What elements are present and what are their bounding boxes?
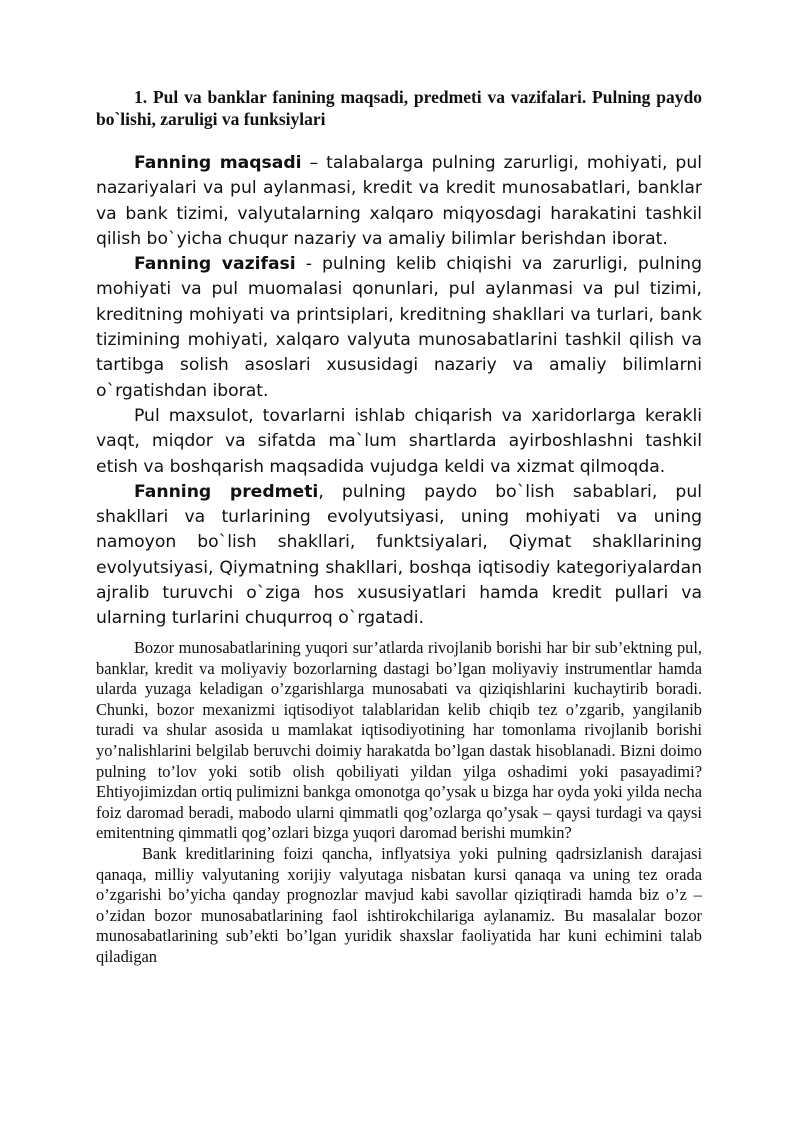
paragraph-goal-text: – talabalarga pulning zarurligi, mohiyati, pul nazariyalari va pul aylanmasi, kredit va kredit munosabatlari, banklar va bank tizimi, valyutalarning xalqaro miqyosdagi harakatini tashkil qilish bo`yicha chuqur nazariy va amaliy bilimlar berishdan iborat. <box>96 153 702 249</box>
paragraph-money-origin: Pul maxsulot, tovarlarni ishlab chiqarish va xaridorlarga kerakli vaqt, miqdor va sifatda ma`lum shartlarda ayirboshlashni tashkil etish va boshqarish maqsadida vujudga keldi va xizmat qilmoqda. <box>96 405 702 477</box>
section-heading: 1. Pul va banklar fanining maqsadi, predmeti va vazifalari. Pulning paydo bo`lishi, zaruligi va funksiylari <box>96 87 702 129</box>
term-goal: Fanning maqsadi <box>134 153 302 173</box>
paragraph-subject-text: , pulning paydo bo`lish sabablari, pul shakllari va turlarining evolyutsiyasi, uning mohiyati va uning namoyon bo`lish shakllari, funktsiyalari, Qiymat shakllarining evolyutsiyasi, Qiymatning shakllari, boshqa iqtisodiy kategoriyalardan ajralib turuvchi o`ziga hos xususiyatlari hamda kredit pullari va ularning turlarini chuqurroq o`rgatadi. <box>96 481 702 629</box>
paragraph-bank-credits: Bank kreditlarining foizi qancha, inflyatsiya yoki pulning qadrsizlanish darajasi qanaqa, milliy valyutaning xorijiy valyutaga nisbatan kursi qanaqa va uning tez orada o’zgarishi bo’yicha qanday prognozlar mavjud kabi savollar qiziqtiradi hamda biz o’z – o’zidan bozor munosabatlarining faol ishtirokchilariga aylanamiz. Bu masalalar bozor munosabatlarining sub’ekti bo’lgan yuridik shaxslar faoliyatida har kuni echimini talab qiladigan <box>96 843 702 966</box>
term-subject: Fanning predmeti <box>134 481 319 502</box>
paragraph-tasks <box>96 252 702 404</box>
serif-text-block <box>96 638 702 968</box>
paragraph-subject <box>96 480 702 632</box>
paragraph-market-relations: Bozor munosabatlarining yuqori sur’atlarda rivojlanib borishi har bir sub’ektning pul, banklar, kredit va moliyaviy bozorlarning dastagi bo’lgan moliyaviy instrumentlar hamda ularda yuzaga keladigan o’zgarishlarga munosabati va qiziqishlarini kuchaytirib boradi. Chunki, bozor mexanizmi iqtisodiyot talablaridan kelib chiqib tez o’zgarib, yangilanib turadi va shular asosida u mamlakat iqtisodiyotining har tomonlama rivojlanib borishi yo’nalishlarini belgilab beruvchi doimiy harakatda bo’lgan dastak hisoblanadi. Bizni doimo pulning to’lov yoki sotib olish qobiliyati yildan yilga oshadimi yoki pasayadimi? Ehtiyojimizdan ortiq pulimizni bankga omonotga qo’ysak u bizga har oyda yoki yilda necha foiz daromad beradi, mabodo ularni qimmatli qog’ozlarga qo’ysak – qaysi turdagi va qaysi emitentning qimmatli qog’ozlari bizga yuqori daromad berishi mumkin? <box>96 638 702 843</box>
term-tasks: Fanning vazifasi <box>134 254 296 275</box>
sans-text-block <box>96 151 702 632</box>
paragraph-goal <box>96 151 702 252</box>
paragraph-tasks-text: - pulning kelib chiqishi va zarurligi, pulning mohiyati va pul muomalasi qonunlari, pul aylanmasi va pul tizimi, kreditning mohiyati va printsiplari, kreditning shakllari va turlari, bank tizimining mohiyati, xalqaro valyuta munosabatlarini tashkil qilish va tartibga solish asoslari xususidagi nazariy va amaliy bilimlarni o`rgatishdan iborat. <box>96 254 702 401</box>
